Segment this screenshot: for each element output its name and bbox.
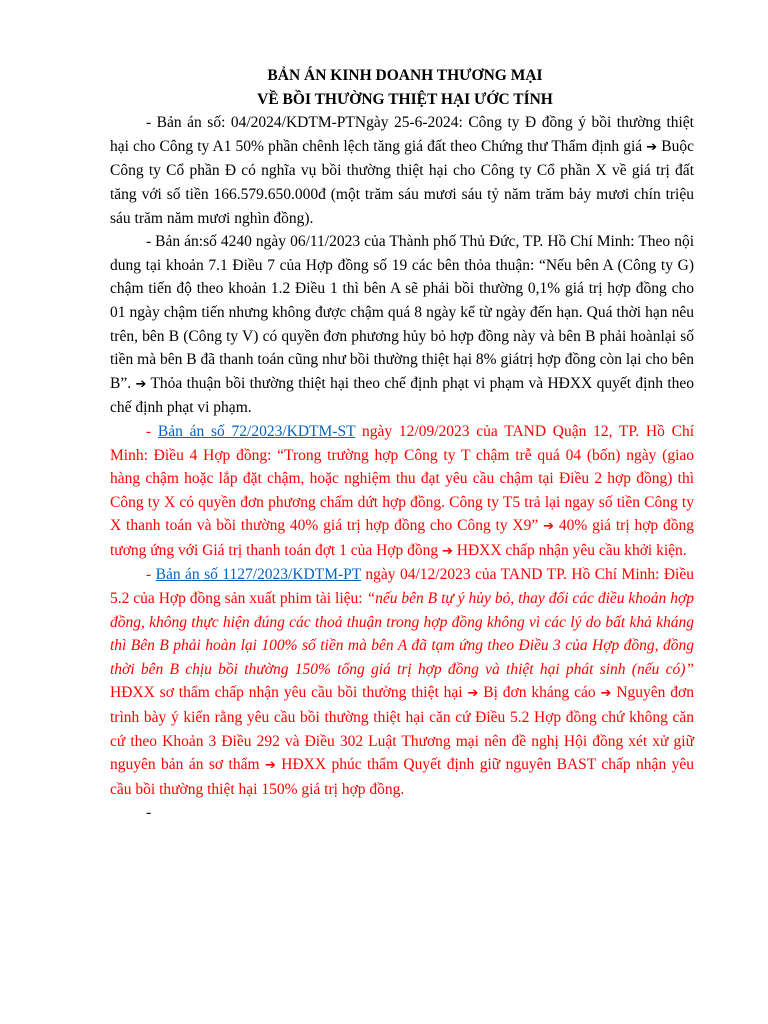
paragraph-empty-bullet: - [146,804,152,822]
paragraph-text: HĐXX chấp nhận yêu cầu khởi kiện. [452,541,687,559]
paragraph-text: Bị đơn kháng cáo [478,684,601,702]
paragraph-text: HĐXX sơ thẩm chấp nhận yêu cầu bồi thường thiệt hại [110,684,468,702]
paragraph-text: Thỏa thuận bồi thường thiệt hại theo chế định phạt vi phạm và HĐXX quyết định theo chế định phạt vi phạm. [110,374,695,417]
paragraph-case-1127-2023 [110,563,694,801]
right-arrow-icon: ➔ [467,686,479,702]
paragraph-text: 40% giá trị hợp đồng tương ứng với Giá trị thanh toán đợt 1 của Hợp đồng [110,517,694,559]
paragraph-text: HĐXX phúc thẩm Quyết định giữ nguyên BAST chấp nhận yêu cầu bồi thường thiệt hại 150% giá trị hợp đồng. [110,756,694,798]
paragraph-case-04-2024 [110,111,694,230]
paragraph-case-72-2023 [110,420,694,564]
paragraph-text: Buộc Công ty Cổ phần Đ có nghĩa vụ bồi thường thiệt hại cho Công ty Cổ phần X về giá trị đất tăng với số tiền 166.579.650.000đ (một trăm sáu mươi sáu tỷ năm trăm bảy mươi chín triệu sáu trăm năm mươi nghìn đồng). [110,137,694,227]
paragraph-text: ngày 12/09/2023 của TAND Quận 12, TP. Hồ Chí Minh: Điều 4 Hợp đồng: “Trong trường hợp Công ty T chậm trễ quá 04 (bốn) ngày (giao hàng chậm hoặc lắp đặt chậm, hoặc nghiệm thu đạt yêu cầu chậm tại Điều 2 hợp đồng) thì Công ty X có quyền đơn phương chấm dứt hợp đồng. Công ty T5 trả lại ngay số tiền Công ty X thanh toán và bồi thường 40% giá trị hợp đồng cho Công ty X9” [110,422,695,535]
document-title-line-1: BẢN ÁN KINH DOANH THƯƠNG MẠI [267,67,543,84]
paragraph-text: Nguyên đơn trình bày ý kiến rằng yêu cầu bồi thường thiệt hại căn cứ Điều 5.2 Hợp đồng chứ không căn cứ theo Khoản 3 Điều 292 và Điều 302 Luật Thương mại nên đề nghị Hội đồng xét xử giữ nguyên bản án sơ thẩm [110,684,694,774]
right-arrow-icon: ➔ [135,376,147,392]
paragraph-prefix: - [146,566,156,584]
right-arrow-icon: ➔ [543,519,554,535]
case-72-2023-link[interactable]: Bản án số 72/2023/KDTM-ST [157,422,356,440]
paragraph-prefix: - [146,422,158,440]
document-title-line-2: VỀ BỒI THƯỜNG THIỆT HẠI ƯỚC TÍNH [257,90,553,108]
right-arrow-icon: ➔ [646,139,658,155]
right-arrow-icon: ➔ [442,543,453,559]
case-1127-2023-link[interactable]: Bản án số 1127/2023/KDTM-PT [155,566,361,584]
right-arrow-icon: ➔ [264,758,276,774]
paragraph-text: ngày 04/12/2023 của TAND TP. Hồ Chí Minh: Điều 5.2 của Hợp đồng sản xuất phim tài liệu: [110,566,694,608]
paragraph-case-4240 [110,230,694,420]
contract-quote: “nếu bên B tự ý hủy bỏ, thay đổi các điều khoản hợp đồng, không thực hiện đúng các thoả thuận trong hợp đồng không vì các lý do bất khả kháng thì Bên B phải hoàn lại 100% số tiền mà bên A đã tạm ứng theo Điều 3 của Hợp đồng, đồng thời bên B chịu bồi thường 150% tổng giá trị hợp đồng và thiệt hại phát sinh (nếu có)” [110,590,694,678]
paragraph-text: - Bản án số: 04/2024/KDTM-PTNgày 25-6-2024: Công ty Đ đồng ý bồi thường thiệt hại cho Công ty A1 50% phần chênh lệch tăng giá đất theo Chứng thư Thẩm định giá [110,114,694,155]
right-arrow-icon: ➔ [600,686,612,702]
paragraph-text: - Bản án:số 4240 ngày 06/11/2023 của Thành phố Thủ Đức, TP. Hồ Chí Minh: Theo nội dung tại khoản 7.1 Điều 7 của Hợp đồng số 19 các bên thỏa thuận: “Nếu bên A (Công ty G) chậm tiến độ theo khoản 1.2 Điều 1 thì bên A sẽ phải bồi thường 0,1% giá trị hợp đồng cho 01 ngày chậm tiến nhưng không được chậm quá 8 ngày kể từ ngày đến hạn. Quá thời hạn nêu trên, bên B (Công ty V) có quyền đơn phương hủy bỏ hợp đồng này và bên B phải hoànlại số tiền mà bên B đã thanh toán cũng như bồi thường thiệt hại 8% giátrị hợp đồng còn lại cho bên B”. [110,233,694,392]
